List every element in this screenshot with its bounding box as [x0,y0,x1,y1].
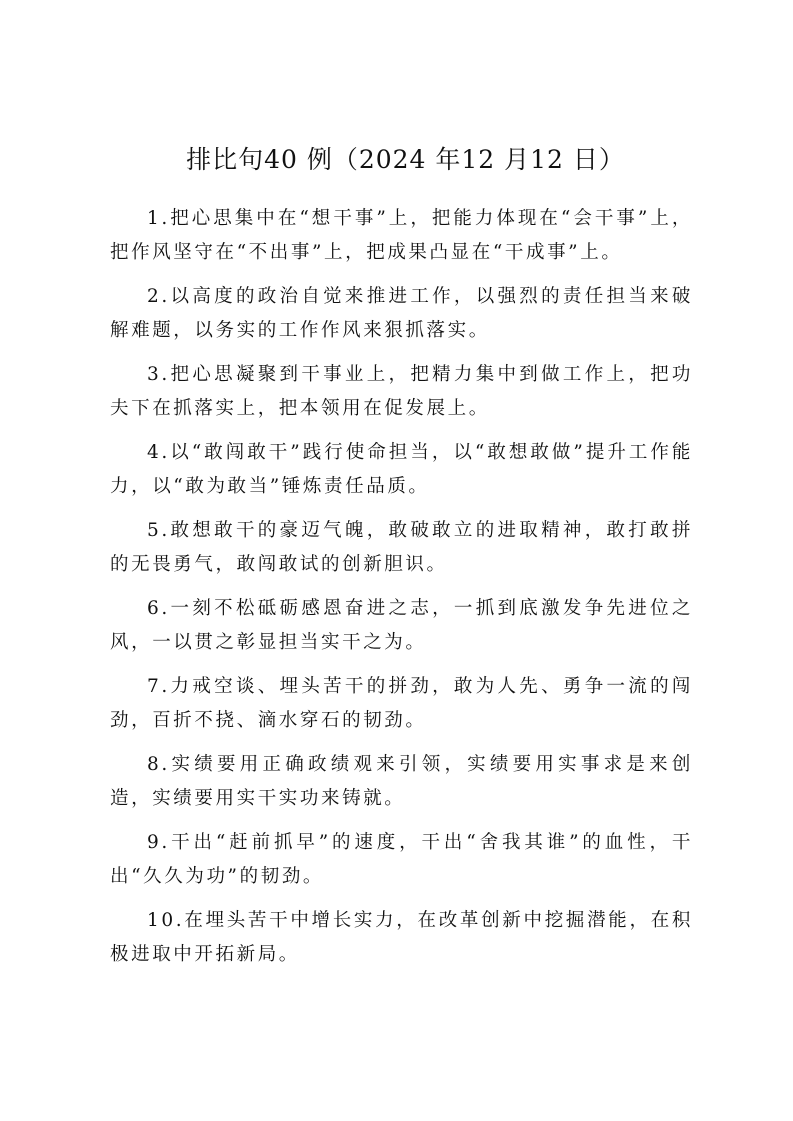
paragraph-10: 10.在埋头苦干中增长实力，在改革创新中挖掘潜能，在积极进取中开拓新局。 [110,910,693,965]
paragraph-3: 3.把心思凝聚到干事业上，把精力集中到做工作上，把功夫下在抓落实上，把本领用在促发展上。 [110,364,693,419]
document-title: 排比句40 例（2024 年12 月12 日） [186,145,625,174]
paragraph-2: 2.以高度的政治自觉来推进工作，以强烈的责任担当来破解难题，以务实的工作作风来狠抓落实。 [110,286,693,341]
paragraph-9: 9.干出“赶前抓早”的速度，干出“舍我其谁”的血性，干出“久久为功”的韧劲。 [110,832,693,887]
paragraph-6: 6.一刻不松砥砺感恩奋进之志，一抓到底激发争先进位之风，一以贯之彰显担当实干之为。 [110,598,693,653]
paragraph-5: 5.敢想敢干的豪迈气魄，敢破敢立的进取精神，敢打敢拼的无畏勇气，敢闯敢试的创新胆识。 [110,520,693,575]
paragraph-4: 4.以“敢闯敢干”践行使命担当，以“敢想敢做”提升工作能力，以“敢为敢当”锤炼责任品质。 [110,442,693,497]
paragraph-7: 7.力戒空谈、埋头苦干的拼劲，敢为人先、勇争一流的闯劲，百折不挠、滴水穿石的韧劲。 [110,676,693,731]
paragraph-8: 8.实绩要用正确政绩观来引领，实绩要用实事求是来创造，实绩要用实干实功来铸就。 [110,754,693,809]
paragraph-1: 1.把心思集中在“想干事”上，把能力体现在“会干事”上，把作风坚守在“不出事”上，把成果凸显在“干成事”上。 [110,208,693,263]
